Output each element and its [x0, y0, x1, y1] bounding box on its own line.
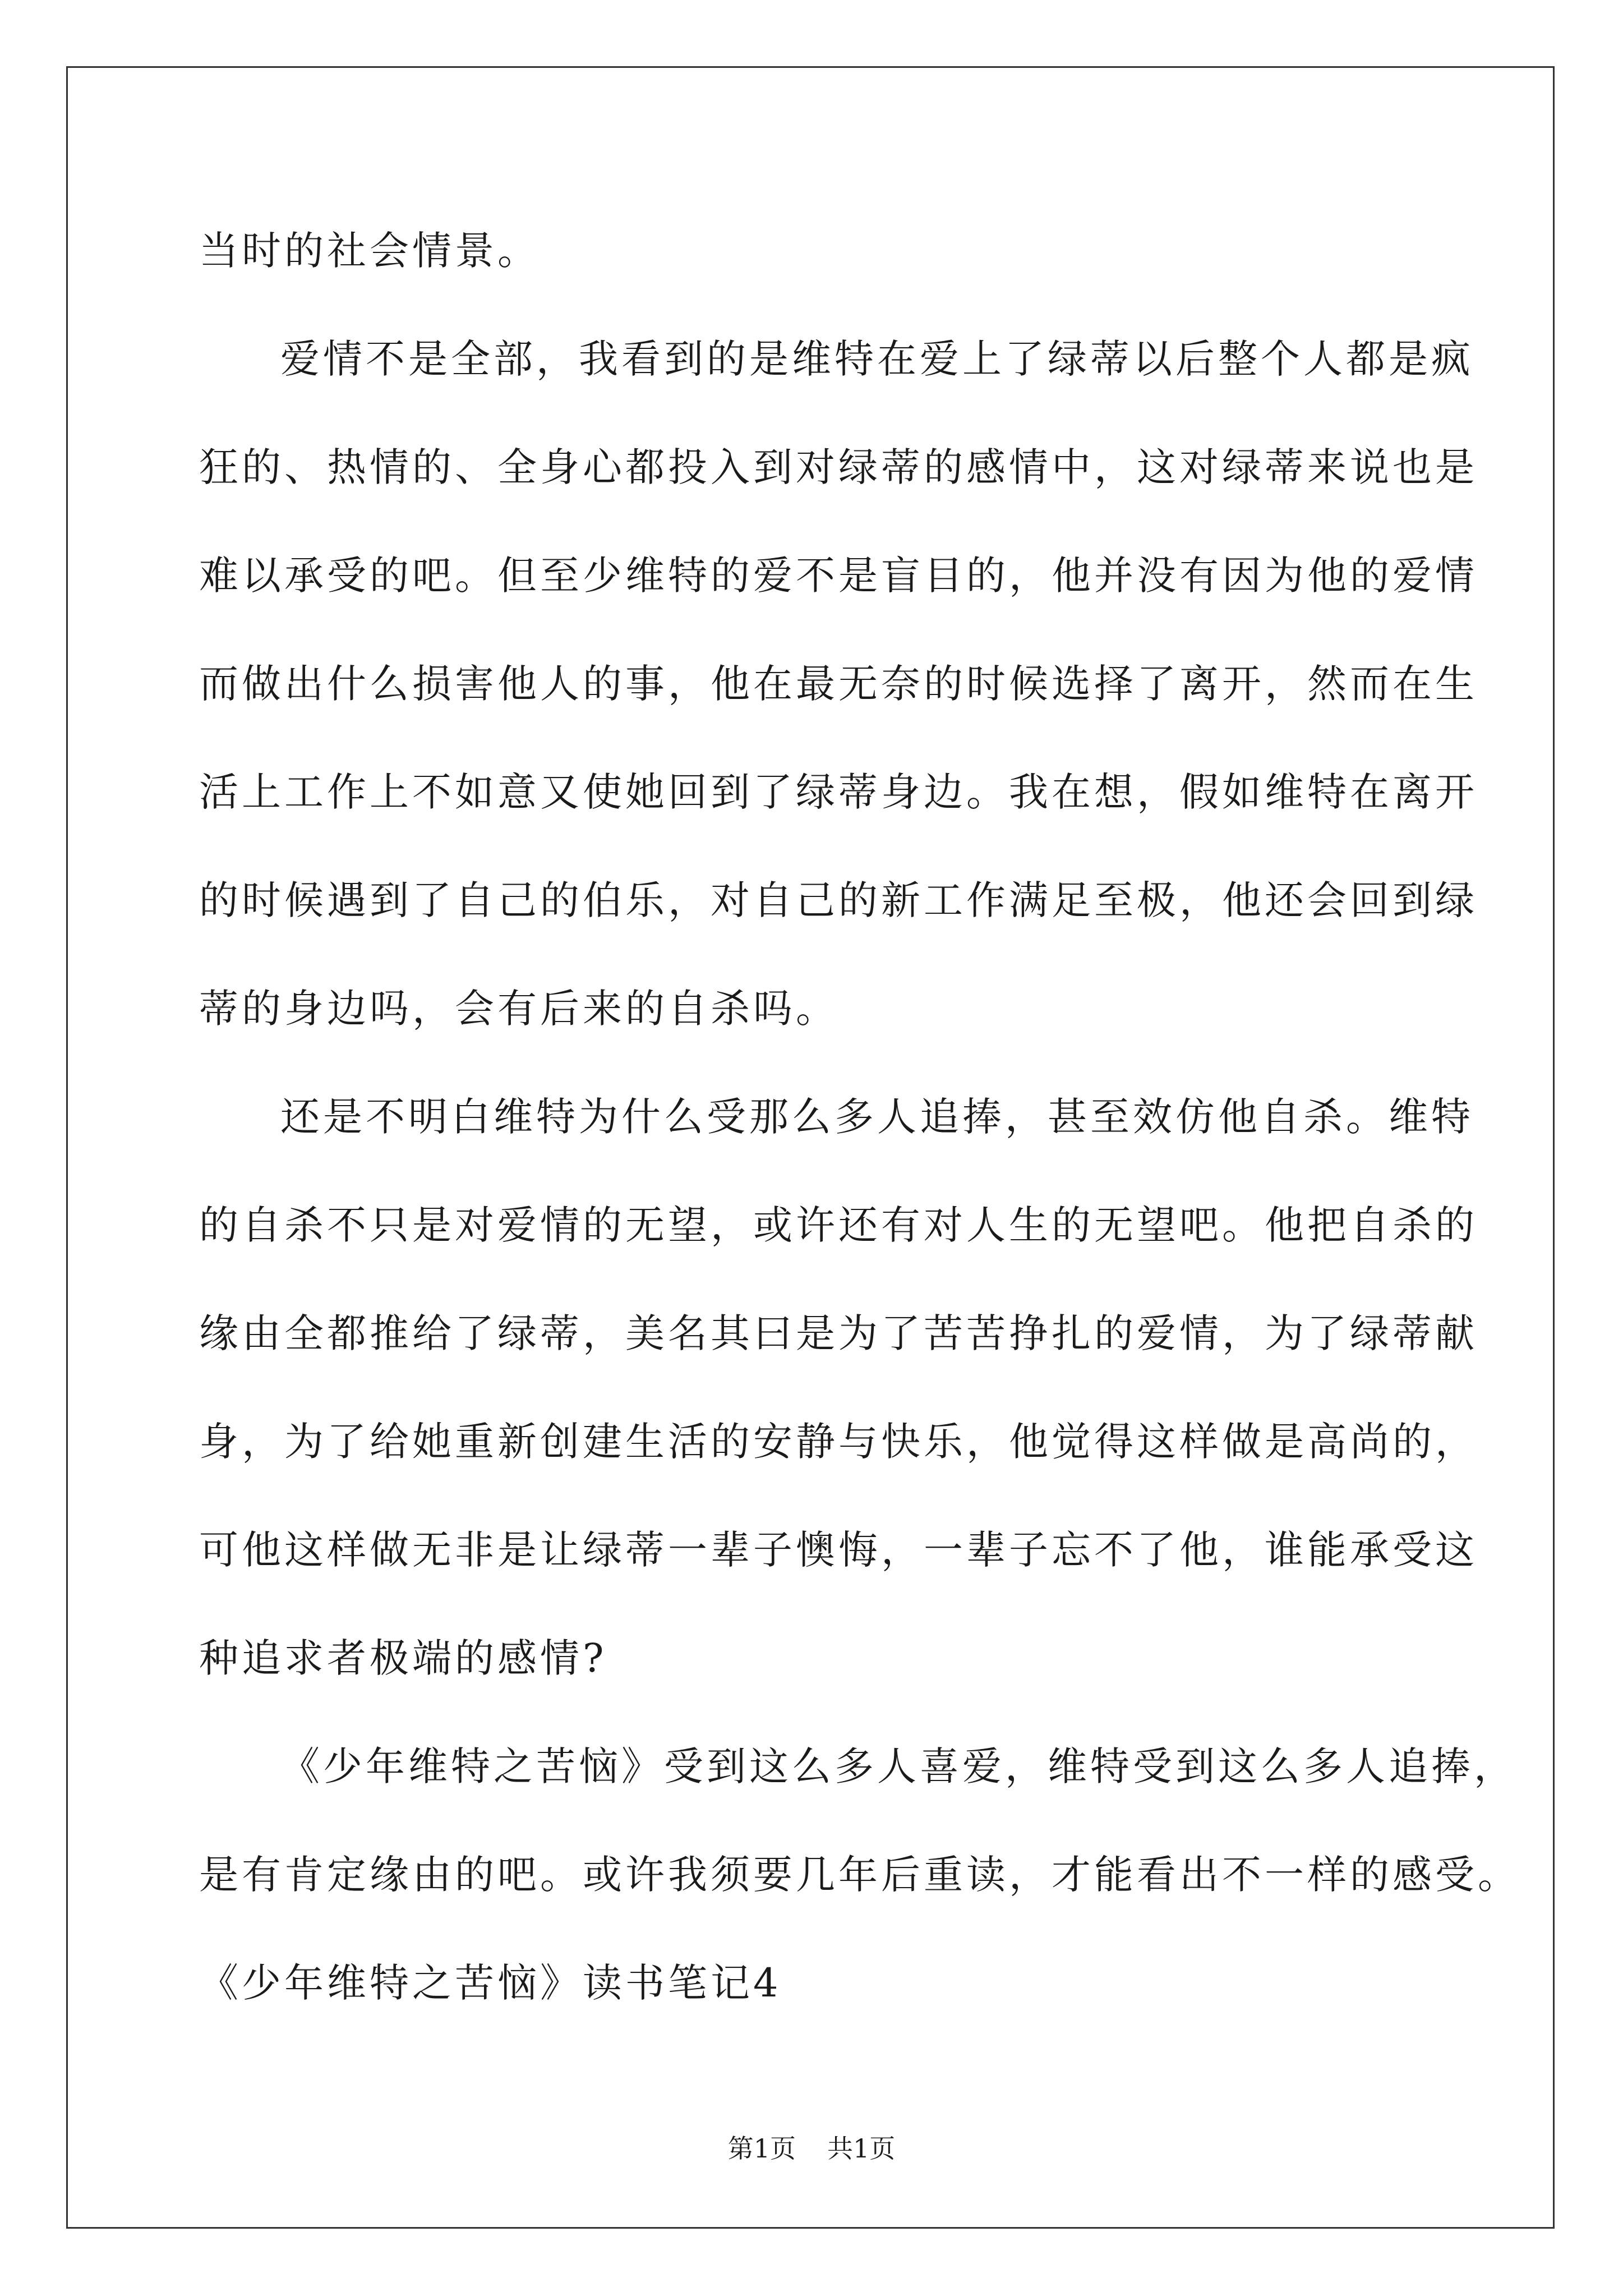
text-line-7: 的时候遇到了自己的伯乐，对自己的新工作满足至极，他还会回到绿	[199, 877, 1478, 923]
text-line-14: 种追求者极端的感情?	[199, 1635, 607, 1681]
text-line-1: 当时的社会情景。	[199, 228, 540, 274]
text-line-5: 而做出什么损害他人的事，他在最无奈的时候选择了离开，然而在生	[199, 661, 1478, 707]
text-line-9: 还是不明白维特为什么受那么多人追捧，甚至效仿他自杀。维特	[280, 1094, 1474, 1140]
page-number-total: 共1页	[827, 2133, 896, 2164]
text-line-4: 难以承受的吧。但至少维特的爱不是盲目的，他并没有因为他的爱情	[199, 553, 1478, 599]
text-line-2: 爱情不是全部，我看到的是维特在爱上了绿蒂以后整个人都是疯	[280, 336, 1474, 382]
text-line-16: 是有肯定缘由的吧。或许我须要几年后重读，才能看出不一样的感受。	[199, 1852, 1520, 1898]
text-line-13: 可他这样做无非是让绿蒂一辈子懊悔，一辈子忘不了他，谁能承受这	[199, 1527, 1478, 1573]
text-line-8: 蒂的身边吗，会有后来的自杀吗。	[199, 986, 838, 1032]
page-number-current: 第1页	[727, 2133, 796, 2164]
document-body	[199, 217, 1520, 2058]
text-line-3: 狂的、热情的、全身心都投入到对绿蒂的感情中，这对绿蒂来说也是	[199, 444, 1478, 490]
text-line-15: 《少年维特之苦恼》受到这么多人喜爱，维特受到这么多人追捧，	[280, 1743, 1516, 1789]
section-heading: 《少年维特之苦恼》读书笔记4	[199, 1960, 782, 2006]
text-line-11: 缘由全都推给了绿蒂，美名其曰是为了苦苦挣扎的爱情，为了绿蒂献	[199, 1310, 1478, 1356]
text-line-6: 活上工作上不如意又使她回到了绿蒂身边。我在想，假如维特在离开	[199, 769, 1478, 815]
text-line-10: 的自杀不只是对爱情的无望，或许还有对人生的无望吧。他把自杀的	[199, 1202, 1478, 1248]
page-footer	[0, 2132, 1623, 2165]
text-line-12: 身，为了给她重新创建生活的安静与快乐，他觉得这样做是高尚的，	[199, 1419, 1478, 1465]
